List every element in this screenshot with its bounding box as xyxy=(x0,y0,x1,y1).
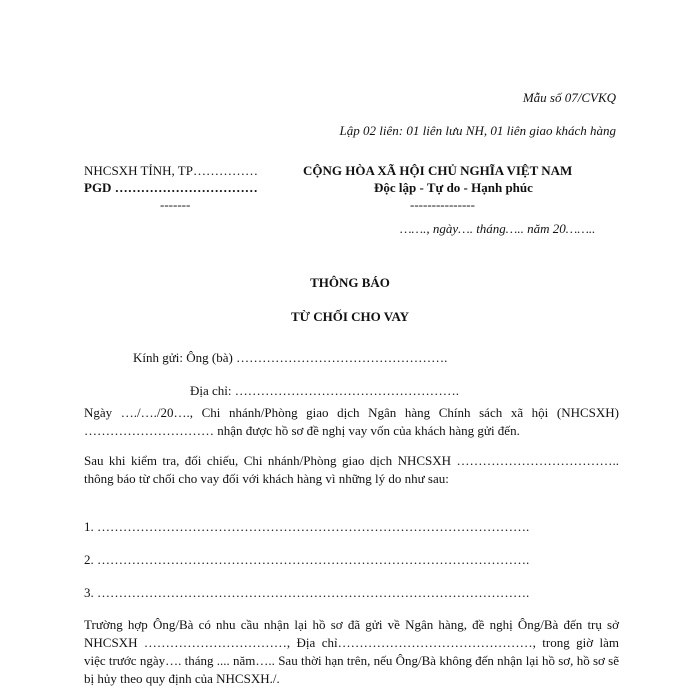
nation-divider: --------------- xyxy=(410,197,475,212)
copies-note: Lập 02 liên: 01 liên lưu NH, 01 liên giao khách hàng xyxy=(339,123,616,138)
nation-motto: Độc lập - Tự do - Hạnh phúc xyxy=(374,180,533,195)
reason-item-1: 1. ………………………………………………………………………………………. xyxy=(84,519,530,534)
reason-item-2: 2. ………………………………………………………………………………………. xyxy=(84,552,530,567)
org-name: NHCSXH TỈNH, TP…………… xyxy=(84,163,258,178)
reason-item-3: 3. ………………………………………………………………………………………. xyxy=(84,585,530,600)
address-line: Địa chỉ: ……………………………………………. xyxy=(190,383,460,398)
paragraph-return-docs: Trường hợp Ông/Bà có nhu cầu nhận lại hồ sơ đã gửi về Ngân hàng, đề nghị Ông/Bà đến trụ sở NHCSXH ……………………………, Địa chỉ………………………………………, trong giờ làm việc trước ngày…. tháng .... năm….. Sau thời hạn trên, nếu Ông/Bà không đến nhận lại hồ sơ, hồ sơ sẽ bị hủy theo quy định của NHCSXH./. xyxy=(84,617,619,686)
doc-title: THÔNG BÁO xyxy=(310,275,390,290)
doc-subtitle: TỪ CHỐI CHO VAY xyxy=(290,309,410,324)
recipient-line: Kính gửi: Ông (bà) …………………………………………. xyxy=(133,350,448,365)
paragraph-received: Ngày …./…./20…., Chi nhánh/Phòng giao dịch Ngân hàng Chính sách xã hội (NHCSXH) ………………………… nhận được hồ sơ đề nghị vay vốn của khách hàng gửi đến. xyxy=(84,405,619,438)
date-line: ……., ngày…. tháng….. năm 20…….. xyxy=(400,221,596,236)
nation-title: CỘNG HÒA XÃ HỘI CHỦ NGHĨA VIỆT NAM xyxy=(303,163,573,178)
paragraph-rejection: Sau khi kiểm tra, đối chiếu, Chi nhánh/Phòng giao dịch NHCSXH ……………………………….. thông báo từ chối cho vay đối với khách hàng vì những lý do như sau: xyxy=(84,453,619,486)
form-number: Mẫu số 07/CVKQ xyxy=(522,90,616,105)
org-divider: ------- xyxy=(160,197,191,212)
org-branch: PGD …………………………… xyxy=(84,180,258,195)
